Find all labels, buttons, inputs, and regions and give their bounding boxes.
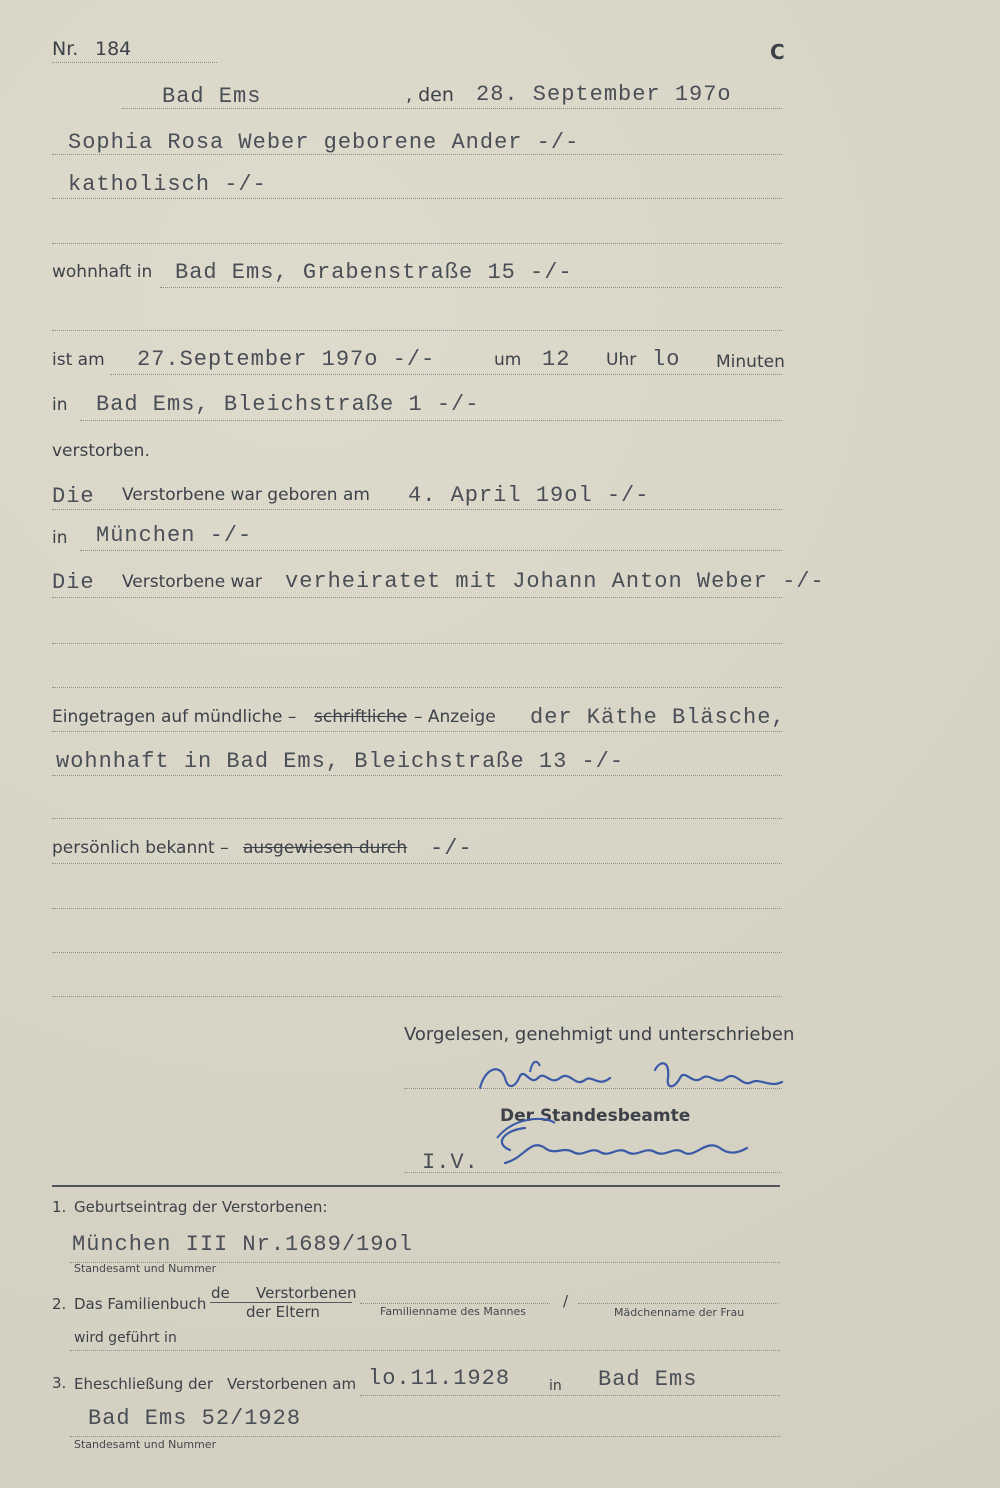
note-2-slash: /	[563, 1292, 569, 1310]
dotted-line	[52, 863, 782, 864]
dotted-line	[80, 420, 782, 421]
residence-value: Bad Ems, Grabenstraße 15 -/-	[175, 260, 573, 285]
dotted-line	[578, 1303, 778, 1304]
note-3-number: 3.	[52, 1374, 67, 1392]
dotted-line	[360, 1303, 550, 1304]
marital-text: Verstorbene war	[122, 572, 262, 592]
record-number: 184	[95, 38, 132, 60]
die-label: Die	[52, 570, 95, 595]
dotted-line	[360, 1395, 780, 1396]
dotted-line	[52, 597, 782, 598]
official-label: Der Standesbeamte	[500, 1106, 691, 1126]
uhr-label: Uhr	[606, 350, 637, 370]
ist-am-label: ist am	[52, 350, 105, 370]
in-label: in	[52, 395, 68, 415]
place: Bad Ems	[162, 84, 262, 109]
marriage-register-entry: Bad Ems 52/1928	[88, 1406, 302, 1431]
birth-in-label: in	[52, 528, 68, 548]
dotted-line	[52, 198, 782, 199]
note-3-label-2: Verstorbenen am	[227, 1375, 357, 1393]
dotted-line	[122, 108, 782, 109]
wife-maiden-name-caption: Mädchenname der Frau	[614, 1306, 745, 1319]
dotted-line	[52, 62, 217, 63]
minuten-label: Minuten	[716, 352, 785, 372]
corner-letter: C	[770, 40, 785, 64]
dotted-line	[52, 154, 782, 155]
iv-label: I.V.	[422, 1150, 479, 1175]
dotted-line	[52, 908, 782, 909]
identity-label: persönlich bekannt –	[52, 838, 229, 858]
dotted-line	[52, 952, 782, 953]
death-place: Bad Ems, Bleichstraße 1 -/-	[96, 392, 480, 417]
note-2-eltern: der Eltern	[246, 1303, 320, 1321]
um-label: um	[494, 350, 522, 370]
dotted-line	[70, 1350, 780, 1351]
verstorben-label: verstorben.	[52, 441, 150, 461]
den-label: , den	[406, 84, 454, 106]
birth-date: 4. April 19ol -/-	[408, 483, 650, 508]
note-1-number: 1.	[52, 1198, 67, 1216]
dotted-line	[404, 1088, 782, 1089]
religion: katholisch -/-	[68, 172, 267, 197]
informant-name: der Käthe Bläsche,	[530, 705, 786, 730]
informant-signature	[470, 1048, 800, 1108]
dotted-line	[52, 509, 782, 510]
born-text: Verstorbene war geboren am	[122, 485, 370, 505]
dotted-line	[52, 775, 782, 776]
marital-status: verheiratet mit Johann Anton Weber -/-	[285, 569, 825, 594]
dotted-line	[52, 643, 782, 644]
note-1-label: Geburtseintrag der Verstorbenen:	[74, 1198, 328, 1216]
number-label: Nr.	[52, 38, 79, 60]
dotted-line	[52, 687, 782, 688]
office-number-caption: Standesamt und Nummer	[74, 1262, 217, 1275]
marriage-date: lo.11.1928	[368, 1366, 511, 1391]
registration-after: – Anzeige	[414, 707, 496, 727]
birth-place: München -/-	[96, 523, 253, 548]
death-minutes: lo	[652, 347, 681, 372]
note-2-number: 2.	[52, 1295, 67, 1313]
dotted-line	[52, 731, 782, 732]
dotted-line	[52, 818, 782, 819]
birth-register-entry: München III Nr.1689/19ol	[72, 1232, 413, 1257]
registration-label: Eingetragen auf mündliche –	[52, 707, 297, 727]
registrar-signature	[485, 1108, 765, 1178]
note-3-label: Eheschließung der	[74, 1375, 214, 1393]
dotted-line	[70, 1436, 780, 1437]
note-2-kept-in: wird geführt in	[74, 1330, 177, 1346]
residence-label: wohnhaft in	[52, 262, 153, 282]
dotted-line	[52, 330, 782, 331]
signature-statement: Vorgelesen, genehmigt und unterschrieben	[404, 1024, 795, 1045]
note-2-verstorbenen: Verstorbenen	[256, 1284, 357, 1302]
marriage-place: Bad Ems	[598, 1367, 698, 1392]
office-number-caption: Standesamt und Nummer	[74, 1438, 217, 1451]
note-2-de: de	[211, 1284, 230, 1302]
document-date: 28. September 197o	[476, 82, 732, 107]
note-3-in: in	[549, 1378, 562, 1394]
die-label: Die	[52, 484, 95, 509]
dotted-line	[80, 550, 782, 551]
dotted-line	[52, 996, 782, 997]
registration-struck: schriftliche	[314, 707, 408, 727]
identity-struck: ausgewiesen durch	[243, 838, 408, 858]
deceased-name: Sophia Rosa Weber geborene Ander -/-	[68, 130, 580, 155]
dotted-line	[52, 243, 782, 244]
dotted-line	[404, 1172, 782, 1173]
death-date: 27.September 197o -/-	[137, 347, 436, 372]
dotted-line	[110, 374, 782, 375]
husband-surname-caption: Familienname des Mannes	[380, 1305, 527, 1318]
death-hour: 12	[542, 347, 571, 372]
dotted-line	[160, 287, 782, 288]
separator-rule	[52, 1185, 780, 1187]
identity-value: -/-	[430, 836, 473, 861]
informant-address: wohnhaft in Bad Ems, Bleichstraße 13 -/-	[56, 749, 625, 774]
note-2-label: Das Familienbuch	[74, 1295, 207, 1313]
